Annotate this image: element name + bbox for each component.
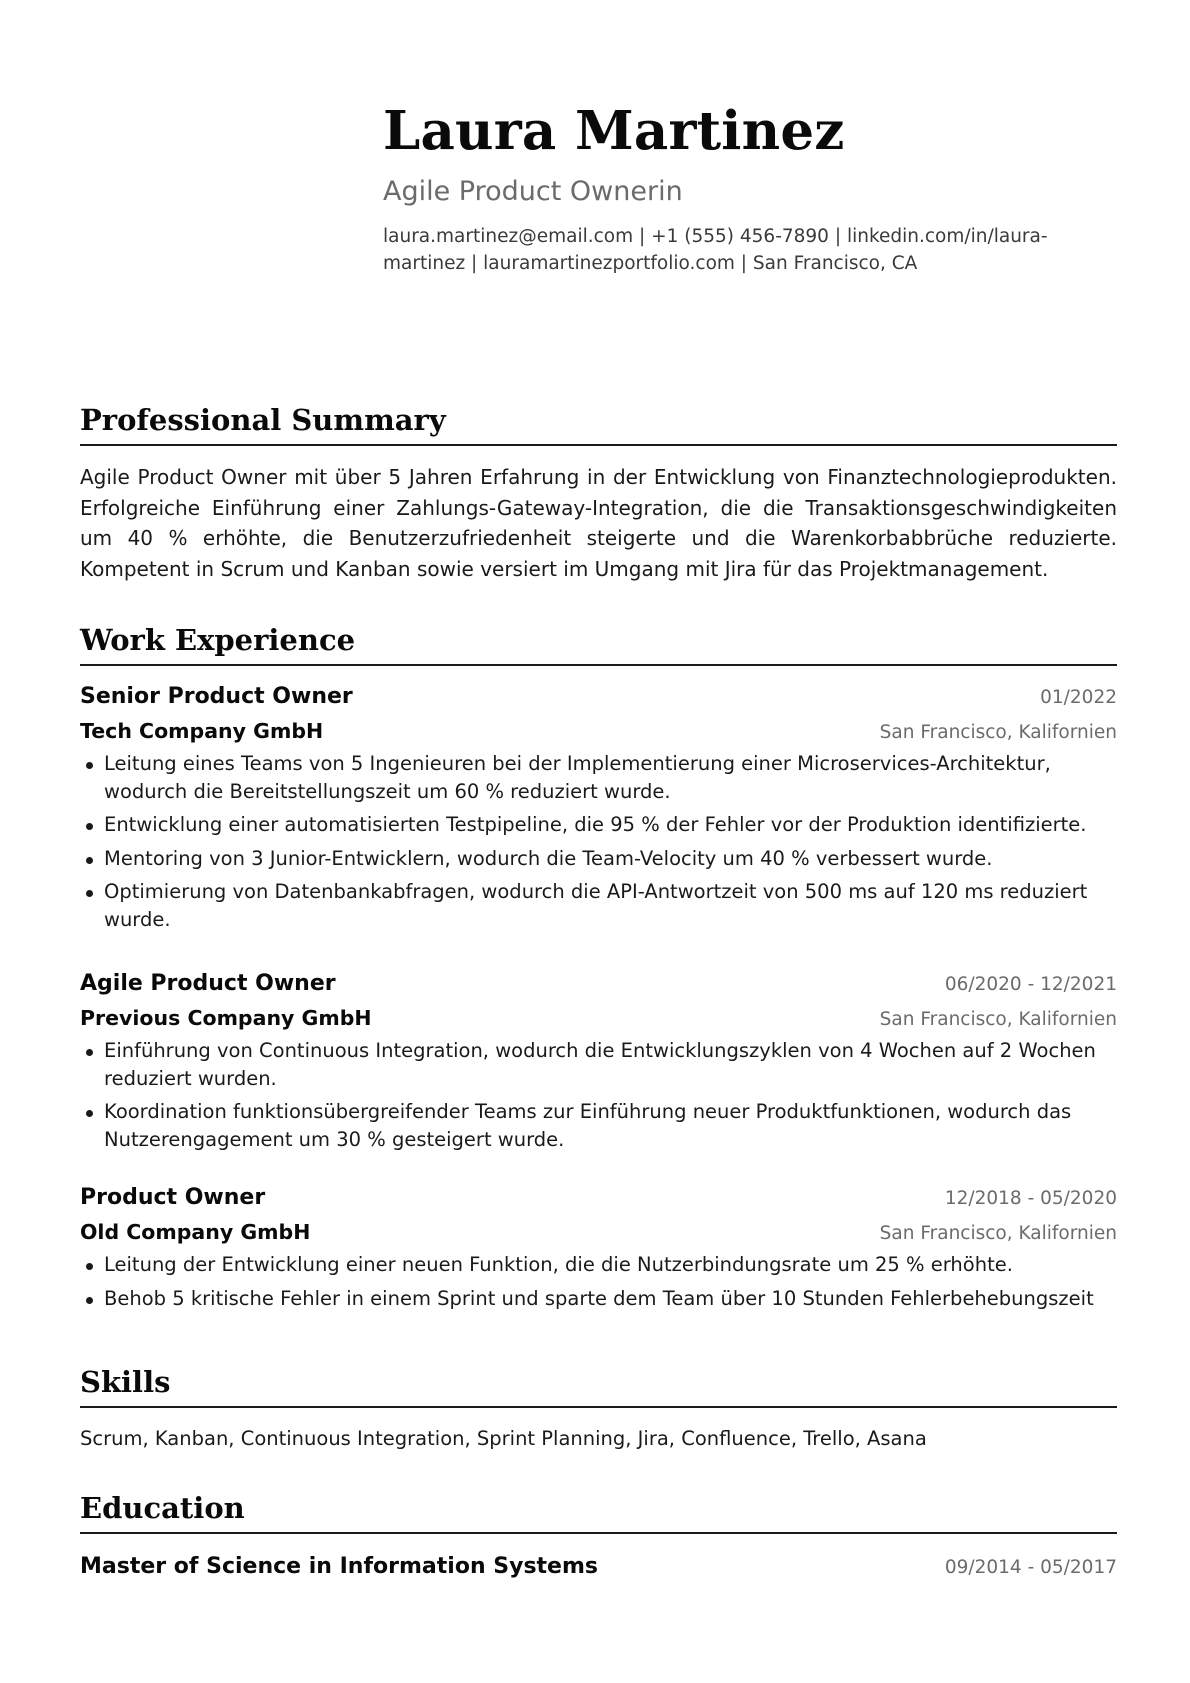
list-item: Optimierung von Datenbankabfragen, wodurch die API-Antwortzeit von 500 ms auf 120 ms reduziert wurde. [80, 878, 1117, 933]
job-title-row [80, 680, 1117, 714]
contact-info: laura.martinez@email.com | +1 (555) 456-7890 | linkedin.com/in/laura-martinez | lauramartinezportfolio.com | San Francisco, CA [383, 226, 1048, 274]
job-date: 01/2022 [1040, 687, 1117, 708]
job-location: San Francisco, Kalifornien [879, 1223, 1117, 1244]
resume-header [383, 95, 1123, 277]
job-title: Agile Product Owner [80, 971, 336, 996]
job-company-row [80, 714, 1117, 748]
list-item: Koordination funktionsübergreifender Teams zur Einführung neuer Produktfunktionen, wodurch das Nutzerengagement um 30 % gesteigert wurde. [80, 1098, 1117, 1153]
experience-heading: Work Experience [80, 620, 1117, 666]
list-item: Mentoring von 3 Junior-Entwicklern, wodurch die Team-Velocity um 40 % verbessert wurde. [80, 845, 1117, 873]
candidate-name: Laura Martinez [383, 100, 845, 162]
resume-content [80, 400, 1117, 1584]
job-company: Tech Company GmbH [80, 719, 324, 743]
education-section [80, 1488, 1117, 1584]
education-degree: Master of Science in Information Systems [80, 1554, 598, 1579]
job-date: 12/2018 - 05/2020 [944, 1188, 1117, 1209]
list-item: Entwicklung einer automatisierten Testpipeline, die 95 % der Fehler vor der Produktion identifizierte. [80, 811, 1117, 839]
job-title-row [80, 967, 1117, 1001]
list-item: Leitung eines Teams von 5 Ingenieuren bei der Implementierung einer Microservices-Architektur, wodurch die Bereitstellungszeit um 60 % reduziert wurde. [80, 750, 1117, 805]
job-company: Old Company GmbH [80, 1220, 311, 1244]
skills-text: Scrum, Kanban, Continuous Integration, Sprint Planning, Jira, Confluence, Trello, Asana [80, 1427, 927, 1450]
job-bullets [80, 750, 1117, 933]
job-location: San Francisco, Kalifornien [879, 1009, 1117, 1030]
summary-text: Agile Product Owner mit über 5 Jahren Erfahrung in der Entwicklung von Finanztechnologieprodukten. Erfolgreiche Einführung einer Zahlungs-Gateway-Integration, die die Transaktionsgeschwindigkeiten um 40 % erhöhte, die Benutzerzufriedenheit steigerte und die Warenkorbabbrüche reduzierte. Kompetent in Scrum und Kanban sowie versiert im Umgang mit Jira für das Projektmanagement. [80, 465, 1117, 581]
candidate-role: Agile Product Ownerin [383, 176, 683, 207]
skills-section [80, 1362, 1117, 1454]
job-date: 06/2020 - 12/2021 [944, 974, 1117, 995]
list-item: Einführung von Continuous Integration, wodurch die Entwicklungszyklen von 4 Wochen auf 2 Wochen reduziert wurden. [80, 1037, 1117, 1092]
job-entry [80, 967, 1117, 1153]
education-heading: Education [80, 1488, 1117, 1534]
job-bullets [80, 1251, 1117, 1312]
experience-section [80, 620, 1117, 1312]
education-row [80, 1550, 1117, 1584]
list-item: Behob 5 kritische Fehler in einem Sprint und sparte dem Team über 10 Stunden Fehlerbehebungszeit [80, 1285, 1117, 1313]
job-company-row [80, 1215, 1117, 1249]
summary-heading: Professional Summary [80, 400, 1117, 446]
education-date: 09/2014 - 05/2017 [944, 1557, 1117, 1578]
job-title: Senior Product Owner [80, 684, 353, 709]
summary-section [80, 400, 1117, 584]
job-company: Previous Company GmbH [80, 1006, 372, 1030]
job-title-row [80, 1181, 1117, 1215]
job-location: San Francisco, Kalifornien [879, 722, 1117, 743]
job-company-row [80, 1001, 1117, 1035]
list-item: Leitung der Entwicklung einer neuen Funktion, die die Nutzerbindungsrate um 25 % erhöhte. [80, 1251, 1117, 1279]
job-title: Product Owner [80, 1185, 266, 1210]
job-bullets [80, 1037, 1117, 1153]
job-entry [80, 680, 1117, 933]
skills-heading: Skills [80, 1362, 1117, 1408]
job-entry [80, 1181, 1117, 1312]
